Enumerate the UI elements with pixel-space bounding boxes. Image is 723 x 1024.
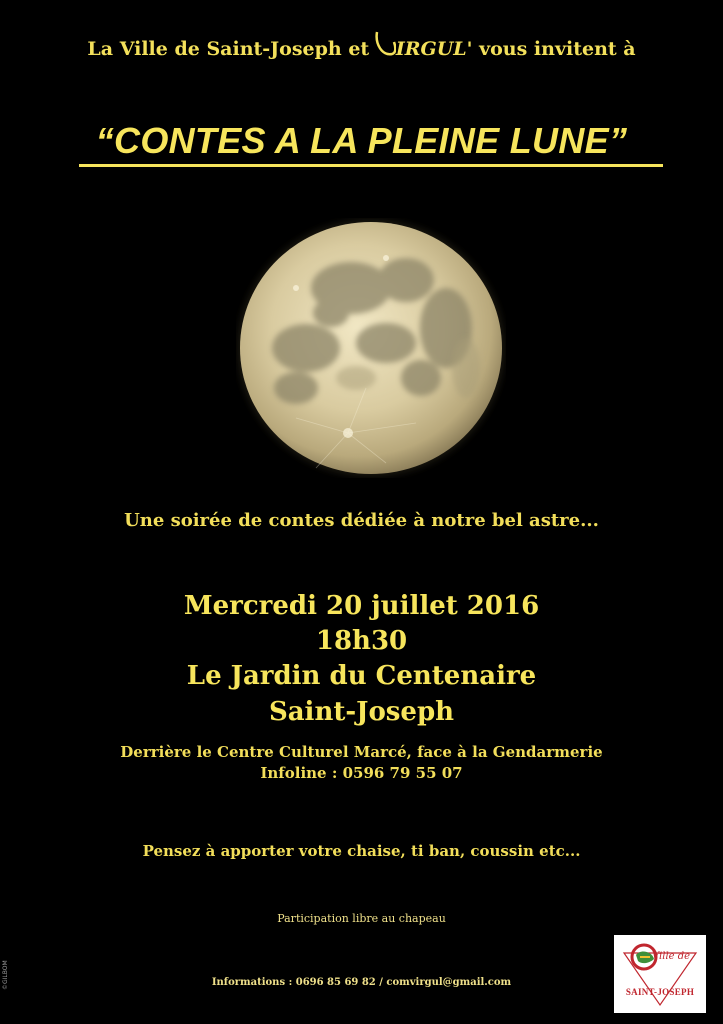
header-prefix: La Ville de Saint-Joseph et	[87, 38, 376, 60]
saint-joseph-logo	[614, 935, 706, 1013]
logo-script: Ville de	[652, 951, 691, 962]
event-city: Saint-Joseph	[268, 697, 455, 727]
logo-name: SAINT-JOSEPH	[625, 987, 695, 997]
participation-note: Participation libre au chapeau	[277, 912, 446, 925]
event-title: “CONTES A LA PLEINE LUNE”	[95, 120, 628, 161]
photo-credit: ©GILBOM	[2, 960, 9, 990]
tagline: Une soirée de contes dédiée à notre bel astre...	[124, 510, 599, 531]
header-suffix: vous invitent à	[472, 38, 636, 60]
brand-name: IRGUL'	[395, 38, 473, 60]
invitation-header	[0, 38, 723, 60]
reminder-note: Pensez à apporter votre chaise, ti ban, coussin etc...	[142, 842, 581, 860]
infoline: Infoline : 0596 79 55 07	[260, 764, 463, 782]
full-moon-image	[236, 218, 506, 478]
title-underline	[79, 164, 663, 167]
virgul-brand	[376, 38, 473, 60]
location-note: Derrière le Centre Culturel Marcé, face à la Gendarmerie	[120, 743, 603, 761]
contact-info: Informations : 0696 85 69 82 / comvirgul@gmail.com	[211, 977, 512, 988]
saint-joseph-emblem-icon	[614, 935, 706, 1013]
event-date: Mercredi 20 juillet 2016	[183, 591, 540, 621]
event-time: 18h30	[315, 626, 408, 656]
virgul-logo-icon	[374, 30, 396, 60]
event-venue: Le Jardin du Centenaire	[186, 661, 537, 691]
